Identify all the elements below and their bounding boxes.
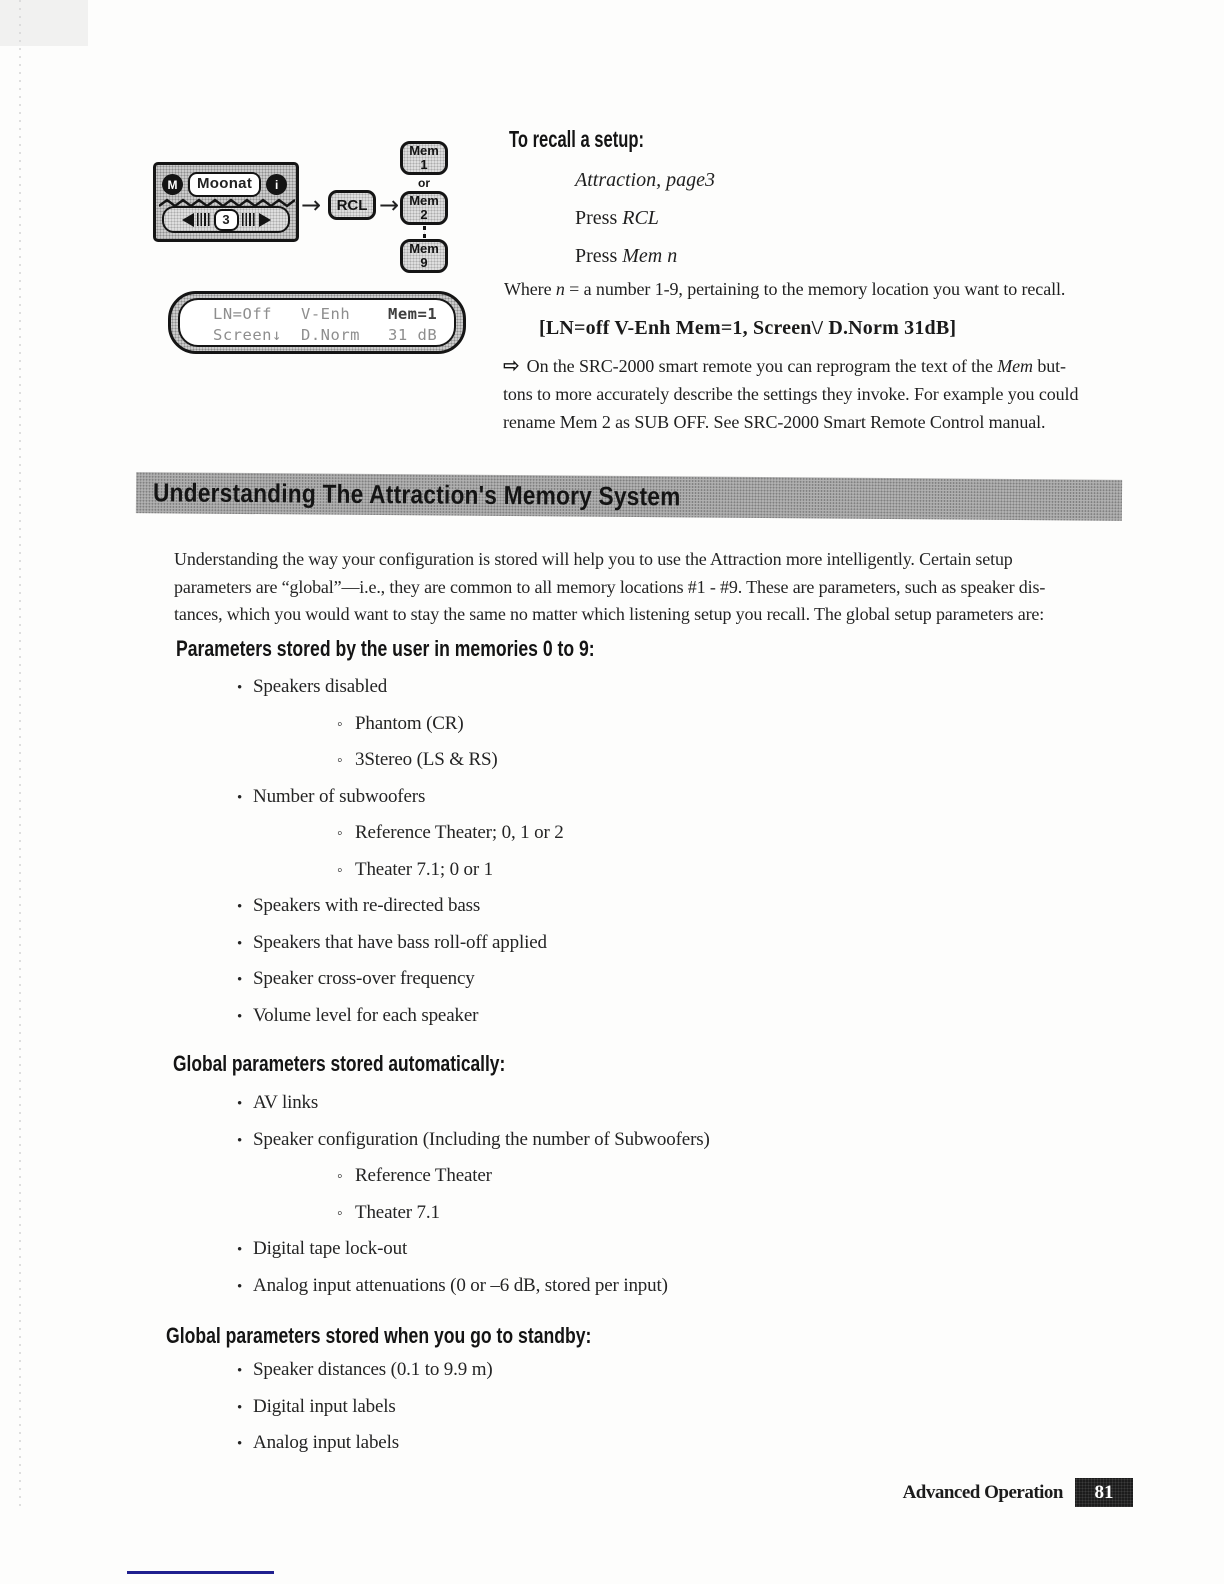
left-arrow-icon: [182, 213, 194, 227]
list-item-text: Number of subwoofers: [253, 785, 426, 807]
footer-underline: [127, 1571, 274, 1574]
bullet-icon: •: [237, 972, 243, 988]
pointer-arrow-icon: ⇨: [503, 353, 520, 377]
scan-smudge: [0, 0, 88, 46]
remote-nav-bar: [162, 206, 290, 233]
flow-arrow-icon: →: [379, 191, 400, 219]
list-item-text: Speakers that have bass roll-off applied: [253, 931, 547, 953]
list-item-text: Digital tape lock-out: [253, 1238, 408, 1259]
mem-number: 2: [420, 207, 428, 222]
list-item-text: Analog input labels: [253, 1432, 399, 1453]
list-item: [176, 1432, 1076, 1469]
bullet-icon: •: [237, 680, 243, 696]
right-stripes-icon: [242, 213, 256, 226]
page-number-badge: 81: [1075, 1478, 1133, 1507]
list-item: [176, 1202, 1076, 1239]
mem-2-button: [400, 191, 448, 225]
mem-1-button: [400, 141, 448, 175]
list-item-text: Reference Theater; 0, 1 or 2: [355, 822, 564, 843]
recall-where-note: Where n = a number 1-9, pertaining to the memory location you want to recall.: [504, 279, 1066, 299]
note-line: tons to more accurately describe the settings they invoke. For example you could: [503, 384, 1079, 404]
lcd-line-2: Screen↓ D.Norm 31 dB: [213, 326, 438, 344]
text-line: tances, which you would want to stay the same no matter which listening setup you recall. The global setup parameters are:: [174, 604, 1045, 624]
list-item-text: Reference Theater: [355, 1165, 492, 1186]
list-item: [176, 1005, 1076, 1042]
bullet-icon: •: [237, 1132, 243, 1149]
bullet-icon: •: [237, 1363, 243, 1379]
list-item: [176, 1165, 1076, 1202]
list-item-text: Speakers with re-directed bass: [253, 895, 481, 916]
list-heading-automatic: Global parameters stored automatically:: [173, 1051, 506, 1076]
list-item-text: Speaker cross-over frequency: [253, 968, 475, 989]
list-item: [176, 932, 1076, 969]
remote-note: [503, 351, 1151, 436]
text-line: Understanding the way your configuration is stored will help you to use the Attraction more intelligently. Certain setup: [174, 549, 1013, 569]
scan-noise-column: [19, 0, 21, 1510]
list-item-text: Speaker configuration (Including the number of Subwoofers): [253, 1128, 710, 1150]
list-item: [176, 713, 1076, 750]
rcl-button: RCL: [328, 190, 376, 220]
remote-brand-button: Moonat: [188, 172, 261, 197]
sub-bullet-icon: ◦: [337, 715, 343, 733]
sub-bullet-icon: ◦: [337, 1204, 343, 1222]
lcd-screen: [178, 298, 456, 347]
bullet-list-standby: [176, 1359, 1076, 1469]
mem-number: 1: [420, 157, 428, 172]
list-item: [176, 859, 1076, 896]
bullet-icon: •: [237, 1008, 243, 1025]
list-item: [176, 822, 1076, 859]
remote-top-row: [156, 165, 296, 197]
list-item: [176, 676, 1076, 713]
note-line: ⇨ On the SRC-2000 smart remote you can reprogram the text of the Mem but-: [503, 353, 1066, 377]
list-item: [176, 1275, 1076, 1312]
lcd-display: [168, 291, 466, 354]
recall-step-2: Press RCL: [575, 207, 659, 229]
mem-label: Mem: [409, 240, 439, 256]
mem-button-column: [399, 141, 449, 273]
section-header-bar: [136, 472, 1122, 521]
remote-nav-value: 3: [214, 209, 239, 231]
list-item-text: Theater 7.1: [355, 1201, 440, 1223]
mem-number: 9: [420, 255, 428, 270]
display-readout-text: [LN=off V-Enh Mem=1, Screen\/ D.Norm 31dB]: [539, 317, 957, 339]
sub-bullet-icon: ◦: [337, 825, 343, 842]
mem-9-button: [400, 239, 448, 273]
list-heading-memories: Parameters stored by the user in memories 0 to 9:: [176, 636, 595, 661]
list-heading-standby: Global parameters stored when you go to standby:: [166, 1323, 592, 1348]
list-item: [176, 1359, 1076, 1396]
bullet-icon: •: [237, 1436, 243, 1452]
bullet-icon: •: [237, 899, 243, 915]
or-label: or: [418, 176, 430, 190]
bullet-list-memories: [176, 676, 1076, 1041]
sub-bullet-icon: ◦: [337, 861, 343, 879]
list-item-text: Analog input attenuations (0 or –6 dB, stored per input): [253, 1274, 668, 1296]
recall-heading: To recall a setup:: [509, 126, 644, 152]
footer-section-label: Advanced Operation: [902, 1482, 1063, 1503]
note-line: rename Mem 2 as SUB OFF. See SRC-2000 Smart Remote Control manual.: [503, 412, 1046, 432]
list-item: [176, 1092, 1076, 1129]
list-item-text: Volume level for each speaker: [253, 1004, 479, 1026]
ellipsis-dots: [423, 226, 426, 238]
list-item: [176, 895, 1076, 932]
list-item: [176, 968, 1076, 1005]
remote-diagram: [153, 162, 299, 242]
bullet-icon: •: [237, 789, 243, 806]
list-item: [176, 1238, 1076, 1275]
sub-bullet-icon: ◦: [337, 752, 343, 769]
remote-m-button: M: [162, 174, 183, 195]
section-title: Understanding The Attraction's Memory System: [152, 477, 681, 512]
list-item-text: AV links: [253, 1092, 319, 1113]
list-item-text: Digital input labels: [253, 1395, 396, 1417]
recall-step-1: Attraction, page3: [575, 169, 715, 191]
bullet-icon: •: [237, 1278, 243, 1295]
list-item: [176, 786, 1076, 823]
list-item: [176, 1129, 1076, 1166]
list-item-text: 3Stereo (LS & RS): [355, 749, 498, 770]
mem-label: Mem: [409, 192, 439, 208]
bullet-icon: •: [237, 1399, 243, 1416]
left-stripes-icon: [197, 213, 211, 226]
bullet-icon: •: [237, 935, 243, 952]
flow-arrow-icon: →: [301, 191, 322, 219]
bullet-icon: •: [237, 1242, 243, 1258]
text-line: parameters are “global”—i.e., they are common to all memory locations #1 - #9. These are parameters, such as speaker dis-: [174, 576, 1046, 597]
bullet-list-automatic: [176, 1092, 1076, 1311]
sub-bullet-icon: ◦: [337, 1168, 343, 1185]
list-item: [176, 1396, 1076, 1433]
list-item: [176, 749, 1076, 786]
remote-info-button: i: [266, 174, 287, 195]
list-item-text: Theater 7.1; 0 or 1: [355, 858, 494, 880]
list-item-text: Speakers disabled: [253, 676, 388, 697]
lcd-line-1: LN=Off V-Enh Mem=1: [213, 305, 438, 323]
intro-paragraph: [174, 546, 1134, 629]
recall-step-3: Press Mem n: [575, 245, 678, 267]
list-item-text: Speaker distances (0.1 to 9.9 m): [253, 1359, 493, 1380]
right-arrow-icon: [259, 213, 271, 227]
bullet-icon: •: [237, 1096, 243, 1112]
mem-label: Mem: [409, 142, 439, 158]
list-item-text: Phantom (CR): [355, 712, 464, 734]
